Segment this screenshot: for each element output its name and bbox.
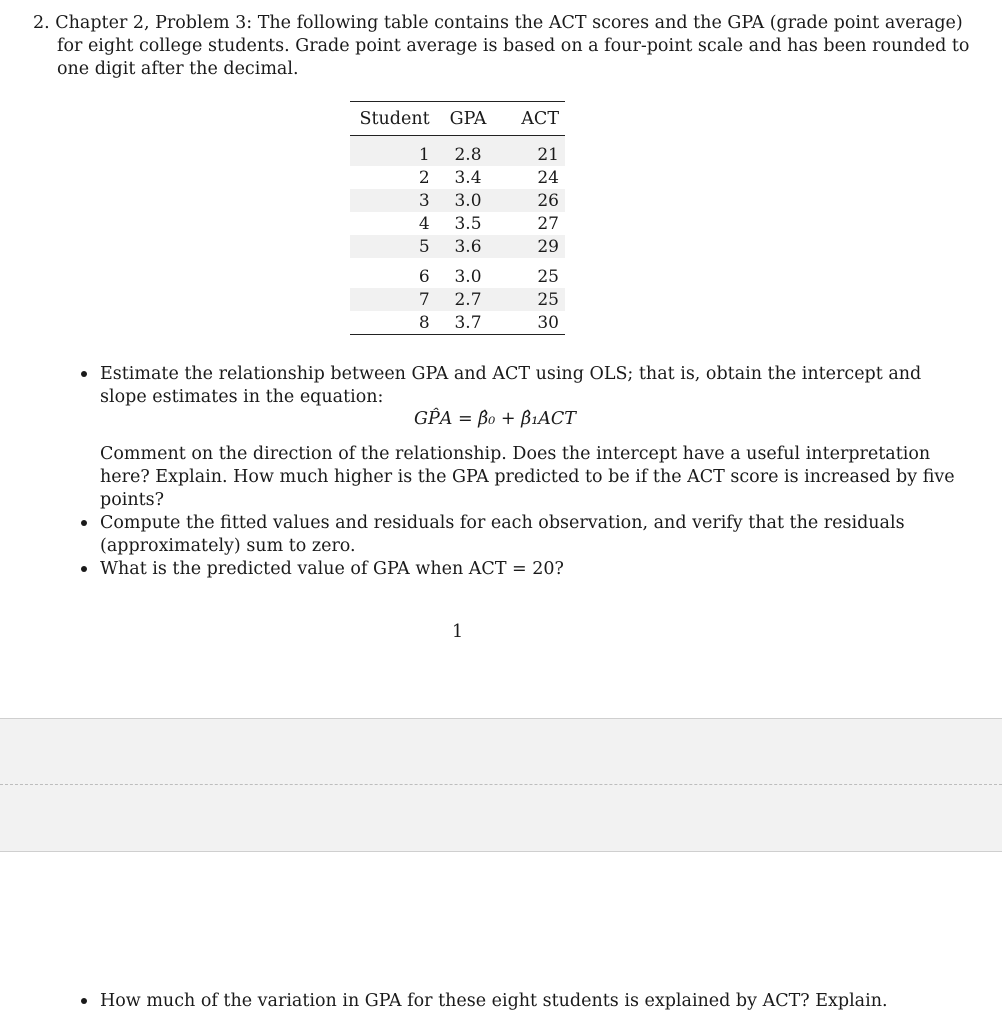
act-cell: 21 (500, 136, 565, 167)
bullet-text: slope estimates in the equation: (100, 387, 384, 407)
student-cell: 7 (350, 288, 436, 311)
page-break-band (0, 718, 1002, 852)
student-cell: 6 (418, 266, 430, 287)
table-header-row (350, 102, 565, 136)
gpa-cell: 2.7 (436, 288, 501, 311)
problem-line: one digit after the decimal. (57, 59, 299, 79)
gpa-cell: 3.6 (436, 235, 501, 258)
act-cell: 25 (537, 266, 559, 287)
bullet-text: here? Explain. How much higher is the GPA predicted to be if the ACT score is increased by five (100, 467, 955, 487)
student-cell: 3 (350, 189, 436, 212)
page-number: 1 (452, 622, 464, 642)
bullet-icon (81, 371, 87, 377)
gpa-cell: 3.5 (454, 213, 482, 234)
problem-line: 2. Chapter 2, Problem 3: The following table contains the ACT scores and the GPA (grade point average) (33, 13, 963, 33)
student-cell: 1 (350, 136, 436, 167)
header-act: ACT (500, 102, 565, 136)
student-cell: 2 (418, 167, 430, 188)
table-row (350, 136, 565, 167)
bullet-icon (81, 998, 87, 1004)
table-row (350, 288, 565, 311)
table-row (350, 189, 565, 212)
bullet-icon (81, 566, 87, 572)
table-row (350, 258, 565, 288)
gpa-cell: 3.0 (436, 189, 501, 212)
bullet-text: What is the predicted value of GPA when ACT = 20? (100, 559, 564, 579)
table-row (350, 166, 565, 189)
student-cell: 4 (418, 213, 430, 234)
bullet-text: Comment on the direction of the relationship. Does the intercept have a useful interpretation (100, 444, 931, 464)
gpa-cell: 3.7 (454, 312, 482, 333)
bullet-icon (81, 520, 87, 526)
bullet-text: Compute the fitted values and residuals for each observation, and verify that the residuals (100, 513, 905, 533)
gpa-cell: 3.4 (454, 167, 482, 188)
problem-line: for eight college students. Grade point average is based on a four-point scale and has been rounded to (57, 36, 970, 56)
dashed-divider (0, 784, 1002, 785)
act-cell: 24 (537, 167, 559, 188)
student-cell: 5 (350, 235, 436, 258)
act-cell: 29 (500, 235, 565, 258)
gpa-cell: 2.8 (436, 136, 501, 167)
header-gpa: GPA (436, 102, 501, 136)
ols-equation: GP̂A = β̂₀ + β̂₁ACT (414, 409, 576, 429)
table-row (350, 235, 565, 258)
header-student: Student (350, 102, 436, 136)
act-cell: 26 (500, 189, 565, 212)
student-cell: 8 (418, 312, 430, 333)
problem-statement (33, 12, 970, 81)
gpa-act-table (350, 101, 565, 335)
bullet-text: points? (100, 490, 165, 510)
act-cell: 25 (500, 288, 565, 311)
table-row (350, 212, 565, 235)
table-row (350, 311, 565, 335)
bullet-text: How much of the variation in GPA for these eight students is explained by ACT? Explain. (100, 991, 888, 1011)
act-cell: 27 (537, 213, 559, 234)
gpa-cell: 3.0 (454, 266, 482, 287)
bullet-text: (approximately) sum to zero. (100, 536, 356, 556)
bullet-text: Estimate the relationship between GPA and ACT using OLS; that is, obtain the intercept and (100, 364, 922, 384)
act-cell: 30 (537, 312, 559, 333)
